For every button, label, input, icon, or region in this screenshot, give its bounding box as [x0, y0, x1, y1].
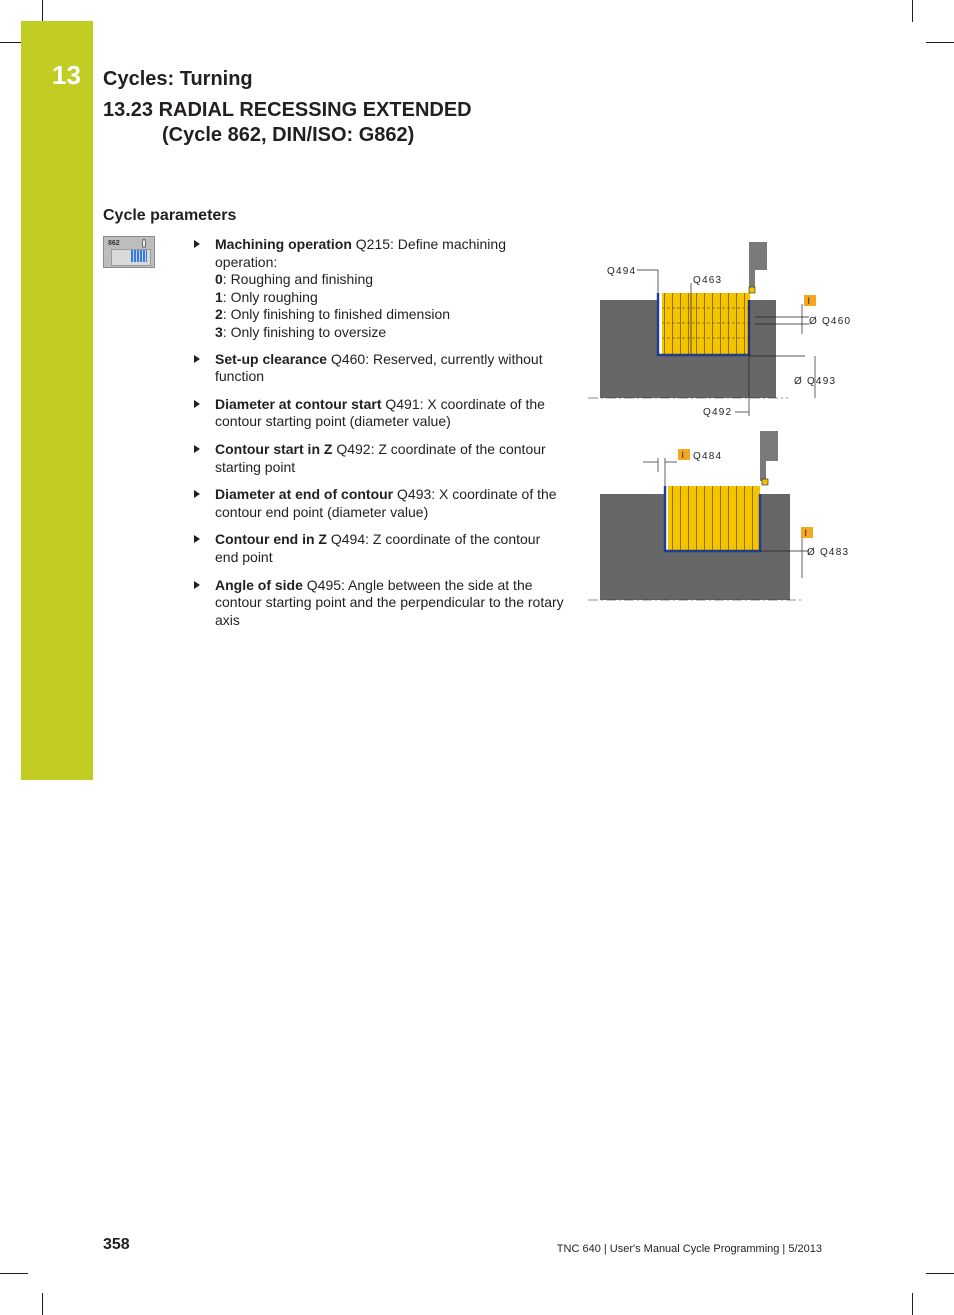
label-q460: Ø Q460 — [809, 316, 852, 327]
param-q493 — [194, 486, 566, 521]
tool-icon — [142, 239, 146, 248]
section-title-line1: 13.23 RADIAL RECESSING EXTENDED — [103, 99, 472, 121]
footer-text: TNC 640 | User's Manual Cycle Programming | 5/2013 — [556, 1243, 822, 1255]
bullet-arrow-icon — [194, 581, 200, 589]
param-name: Machining operation — [215, 236, 352, 252]
param-name: Diameter at end of contour — [215, 486, 394, 503]
tool-holder — [749, 242, 767, 270]
bullet-arrow-icon — [194, 355, 200, 363]
marker-label: I — [804, 528, 808, 538]
param-name: Contour end in Z — [215, 531, 327, 548]
crop-mark — [912, 1293, 913, 1315]
label-q494: Q494 — [607, 266, 637, 277]
upper-diagram — [588, 242, 851, 418]
recess-passes — [662, 293, 750, 354]
tool-insert — [760, 461, 766, 481]
chapter-number: 13 — [52, 60, 81, 90]
softkey-label: 862 — [108, 240, 120, 247]
crop-mark — [926, 1273, 954, 1274]
param-q215 — [194, 236, 566, 342]
param-q494 — [194, 531, 566, 566]
tool-holder — [760, 431, 778, 461]
param-name: Angle of side — [215, 576, 303, 593]
option-1: 1: Only roughing — [215, 288, 318, 305]
option-0: 0: Roughing and finishing — [215, 271, 374, 288]
param-q491 — [194, 396, 566, 431]
param-q492 — [194, 441, 566, 476]
label-q484: Q484 — [693, 451, 723, 462]
bullet-arrow-icon — [194, 240, 200, 248]
option-3: 3: Only finishing to oversize — [215, 323, 387, 340]
chapter-title: Cycles: Turning — [103, 68, 253, 90]
label-q493: Ø Q493 — [794, 376, 837, 387]
param-name: Set-up clearance — [215, 350, 328, 367]
param-description: Q494: Z coordinate of the contour end point — [215, 531, 541, 565]
crop-mark — [926, 42, 954, 43]
param-description: Q460: Reserved, currently without function — [215, 350, 543, 385]
recessing-diagram — [585, 238, 865, 608]
recess-passes-icon — [131, 250, 147, 262]
param-description: Q491: X coordinate of the contour starting point (diameter value) — [215, 395, 545, 430]
page-number: 358 — [103, 1236, 130, 1253]
recess-passes — [668, 486, 760, 551]
option-2: 2: Only finishing to finished dimension — [215, 306, 451, 323]
bullet-arrow-icon — [194, 535, 200, 543]
section-title-line2: (Cycle 862, DIN/ISO: G862) — [162, 124, 415, 146]
tool-tip — [749, 287, 755, 293]
param-description: Q215: Define machining operation: — [215, 236, 506, 270]
crop-mark — [42, 0, 43, 22]
marker-label: I — [681, 450, 685, 460]
param-description: Q493: X coordinate of the contour end point (diameter value) — [215, 486, 557, 520]
cycle-parameters-heading: Cycle parameters — [103, 207, 237, 224]
param-description: Q495: Angle between the side at the contour starting point and the perpendicular to the rotary axis — [215, 576, 564, 628]
section-title — [103, 98, 472, 148]
tool-tip — [762, 479, 768, 485]
param-q460 — [194, 351, 566, 386]
crop-mark — [912, 0, 913, 22]
param-description: Q492: Z coordinate of the contour starting point — [215, 440, 546, 475]
bullet-arrow-icon — [194, 400, 200, 408]
chapter-sidebar — [21, 21, 93, 780]
crop-mark — [42, 1293, 43, 1315]
param-name: Diameter at contour start — [215, 395, 382, 412]
label-q483: Ø Q483 — [807, 547, 850, 558]
param-q495 — [194, 577, 566, 630]
parameter-list — [194, 236, 566, 629]
cycle-862-softkey-icon — [103, 236, 155, 268]
lower-diagram — [588, 431, 849, 600]
label-q463: Q463 — [693, 275, 723, 286]
param-name: Contour start in Z — [215, 440, 333, 457]
bullet-arrow-icon — [194, 490, 200, 498]
crop-mark — [0, 1273, 28, 1274]
label-q492: Q492 — [703, 407, 733, 418]
bullet-arrow-icon — [194, 445, 200, 453]
marker-label: I — [807, 296, 811, 306]
